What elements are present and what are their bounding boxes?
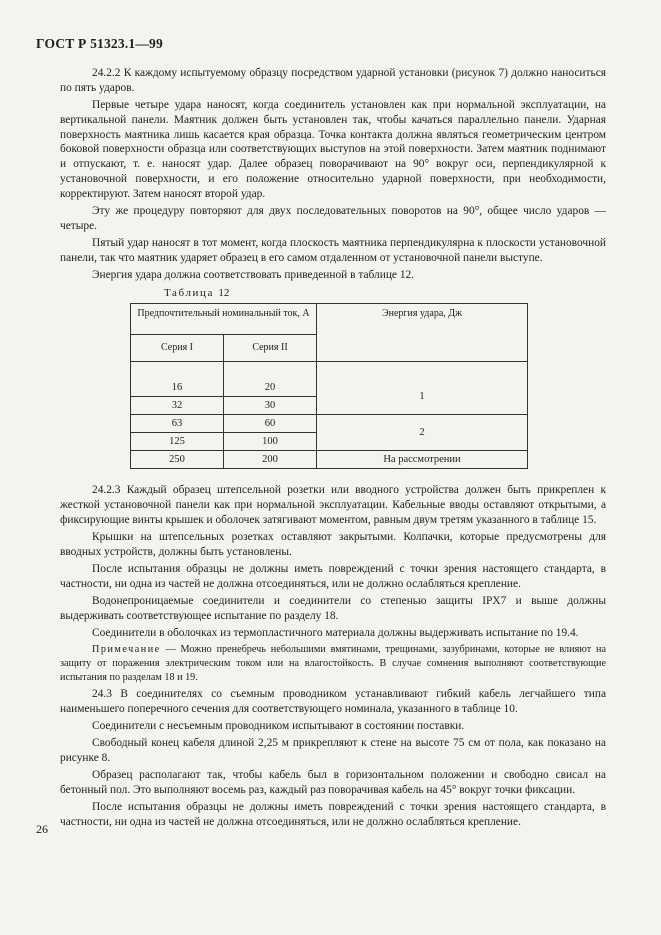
table-spacer xyxy=(131,361,224,379)
table-spacer xyxy=(317,361,528,379)
paragraph: Свободный конец кабеля длиной 2,25 м прикрепляют к стене на высоте 75 см от пола, как показано на рисунке 8. xyxy=(60,737,606,764)
paragraph: Крышки на штепсельных розетках оставляют закрытыми. Колпачки, которые предусмотрены для вводных устройств, должны быть установлены. xyxy=(60,530,606,558)
table-cell-energy: 2 xyxy=(317,414,528,450)
paragraph: 24.2.2 К каждому испытуемому образцу посредством ударной установки (рисунок 7) должно наноситься по пять ударов. xyxy=(60,67,606,94)
paragraph: Соединители с несъемным проводником испытывают в состоянии поставки. xyxy=(92,719,465,732)
table-cell-series1: 16 xyxy=(131,379,224,397)
table-cell-series2: 100 xyxy=(224,432,317,450)
table-header-current: Предпочтительный номинальный ток, А xyxy=(131,303,317,334)
table-cell-series1: 32 xyxy=(131,396,224,414)
table-cell-series2: 20 xyxy=(224,379,317,397)
table-header-series1: Серия I xyxy=(131,334,224,361)
paragraph: После испытания образцы не должны иметь повреждений с точки зрения настоящего стандарта, в частности, ни одна из частей не должна отсоединяться, или не должно ослабляться крепление. xyxy=(60,801,606,829)
paragraph: Пятый удар наносят в тот момент, когда плоскость маятника перпендикулярна к плоскости установочной панели, так что маятник ударяет образец в его самом отдаленном от установочной панели выступе. xyxy=(60,237,606,265)
table-cell-series1: 63 xyxy=(131,414,224,432)
document-header: ГОСТ Р 51323.1—99 xyxy=(36,36,163,51)
paragraph: 24.2.3 Каждый образец штепсельной розетки или вводного устройства должен быть прикреплен к жесткой установочной панели как при нормальной эксплуатации. Кабельные вводы оставляют открытыми, а фиксирующие винты крышек и оболочек затягивают моментом, равным двум третям указанного в таблице 15. xyxy=(60,483,606,526)
paragraph: 24.3 В соединителях со съемным проводником устанавливают гибкий кабель легчайшего типа наименьшего поперечного сечения для соответствующего номинала, указанного в таблице 10. xyxy=(60,687,606,715)
table-cell-energy: На рассмотрении xyxy=(317,450,528,468)
table-cell-series1: 125 xyxy=(131,432,224,450)
table-cell-series2: 200 xyxy=(224,450,317,468)
table-caption-word: Таблица xyxy=(164,286,214,299)
table-cell-energy: 1 xyxy=(317,379,528,415)
table-header-energy: Энергия удара, Дж xyxy=(317,303,528,361)
paragraph: После испытания образцы не должны иметь повреждений с точки зрения настоящего стандарта, в частности, ни одна из частей не должна отсоединяться, или не должно ослабляться крепление. xyxy=(60,562,606,590)
table-spacer xyxy=(224,361,317,379)
paragraph: Образец располагают так, чтобы кабель был в горизонтальном положении и свободно свисал на бетонный пол. Это выполняют восемь раз, каждый раз поворачивая кабель на 45° вокруг точки фиксации. xyxy=(60,769,606,796)
note-label: Примечание xyxy=(92,644,161,656)
paragraph: Первые четыре удара наносят, когда соединитель установлен как при нормальной эксплуатации, на вертикальной панели. Маятник должен быть установлен так, чтобы качаться параллельно панели. Ударная поверхность маятника лишь касается края образца. Точка контакта должна являться геометрическим центром боковой поверхности образца или соответствующих выступов на этой поверхности. Затем маятник поднимают и отпускают, т. е. наносят удар. Далее образец поворачивают на 90° вокруг оси, перпендикулярной к установочной поверхности, и его положение относительно ударной поверхности, при необходимости, корректируют. Затем наносят второй удар. xyxy=(60,99,606,200)
table-caption-number: 12 xyxy=(218,286,230,299)
document-body xyxy=(60,66,606,832)
paragraph: Соединители в оболочках из термопластичного материала должны выдерживать испытание по 19.4. xyxy=(92,627,579,640)
table-header-series2: Серия II xyxy=(224,334,317,361)
table-cell-series2: 30 xyxy=(224,396,317,414)
note-text: — Можно пренебречь небольшими вмятинами, трещинами, зазубринами, которые не влияют на защиту от поражения электрическим током или на влагостойкость. В случае сомнения выполняют соответствующие испытания по разделам 18 и 19. xyxy=(60,644,606,683)
page-number: 26 xyxy=(36,822,48,836)
paragraph: Эту же процедуру повторяют для двух последовательных поворотов на 90°, общее число ударов — четыре. xyxy=(60,205,606,232)
energy-table xyxy=(130,303,528,469)
note xyxy=(60,643,606,684)
table-cell-series2: 60 xyxy=(224,414,317,432)
table-caption xyxy=(60,286,606,301)
paragraph: Энергия удара должна соответствовать приведенной в таблице 12. xyxy=(92,269,415,282)
table-cell-series1: 250 xyxy=(131,450,224,468)
paragraph: Водонепроницаемые соединители и соединители со степенью защиты IPX7 и выше должны выдерживать соответствующее испытание по разделу 18. xyxy=(60,595,606,622)
